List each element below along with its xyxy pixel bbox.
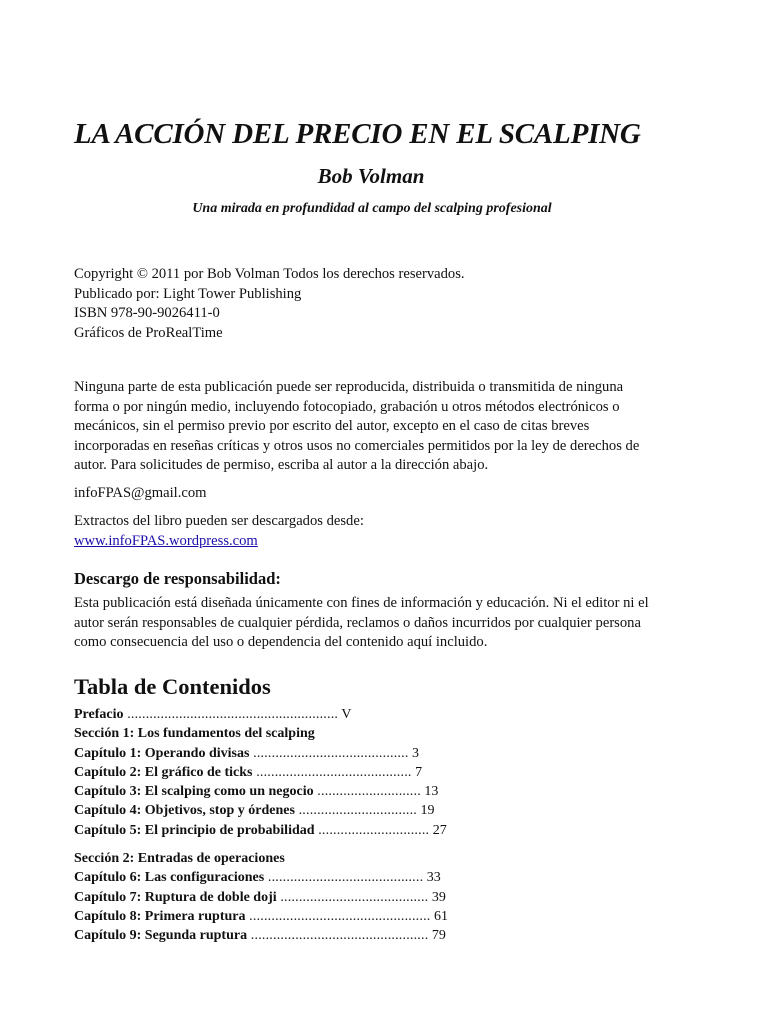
book-author: Bob Volman (317, 164, 425, 188)
toc-entry-chapter-1[interactable]: Capítulo 1: Operando divisas .......................................... 3 (74, 745, 420, 761)
graphics-credit-line: Gráficos de ProRealTime (74, 324, 223, 341)
contact-email-block (74, 484, 694, 504)
toc-heading: Tabla de Contenidos (74, 674, 271, 699)
disclaimer-line: Esta publicación está diseñada únicamente con fines de información y educación. Ni el editor ni el (74, 595, 649, 611)
book-title: LA ACCIÓN DEL PRECIO EN EL SCALPING (74, 118, 641, 150)
toc-entry-chapter-7[interactable]: Capítulo 7: Ruptura de doble doji ........................................ 39 (74, 889, 446, 905)
disclaimer-text (74, 594, 694, 653)
table-of-contents (74, 705, 694, 840)
table-of-contents-section-2 (74, 849, 694, 945)
publisher-line: Publicado por: Light Tower Publishing (74, 285, 302, 302)
copyright-line: Copyright © 2011 por Bob Volman Todos los derechos reservados. (74, 266, 465, 282)
toc-entry-chapter-2[interactable]: Capítulo 2: El gráfico de ticks .......................................... 7 (74, 764, 423, 780)
toc-entry-chapter-9[interactable]: Capítulo 9: Segunda ruptura ................................................ 79 (74, 928, 446, 944)
website-link[interactable]: www.infoFPAS.wordpress.com (74, 532, 258, 549)
downloads-block (74, 512, 694, 551)
rights-line: Ninguna parte de esta publicación puede ser reproducida, distribuida o transmitida de ninguna (74, 379, 624, 395)
toc-entry-chapter-6[interactable]: Capítulo 6: Las configuraciones .......................................... 33 (74, 870, 441, 886)
rights-line: mecánicos, sin el permiso previo por escrito del autor, excepto en el caso de citas breves (74, 418, 590, 434)
rights-line: incorporadas en reseñas críticas y otros usos no comerciales permitidos por la ley de derechos de (74, 437, 640, 454)
toc-entry-preface[interactable]: Prefacio ......................................................... V (74, 707, 352, 722)
toc-entry-chapter-4[interactable]: Capítulo 4: Objetivos, stop y órdenes ................................ 19 (74, 803, 435, 819)
toc-entry-chapter-5[interactable]: Capítulo 5: El principio de probabilidad .............................. 27 (74, 822, 447, 838)
disclaimer-line: como consecuencia del uso o dependencia del contenido aquí incluido. (74, 634, 488, 650)
toc-section-1[interactable]: Sección 1: Los fundamentos del scalping (74, 726, 315, 742)
book-subtitle: Una mirada en profundidad al campo del scalping profesional (192, 201, 552, 216)
copyright-block (74, 265, 694, 343)
rights-notice (74, 378, 694, 476)
toc-section-2[interactable]: Sección 2: Entradas de operaciones (74, 851, 285, 866)
toc-entry-chapter-8[interactable]: Capítulo 8: Primera ruptura ................................................. 61 (74, 908, 448, 924)
contact-email[interactable]: infoFPAS@gmail.com (74, 485, 207, 501)
toc-entry-chapter-3[interactable]: Capítulo 3: El scalping como un negocio ............................ 13 (74, 784, 439, 800)
downloads-text: Extractos del libro pueden ser descargados desde: (74, 513, 364, 529)
disclaimer-line: autor serán responsables de cualquier pérdida, reclamos o daños incurridos por cualquier persona (74, 614, 641, 631)
rights-line: forma o por ningún medio, incluyendo fotocopiado, grabación u otros métodos electrónicos o (74, 398, 620, 415)
rights-line: autor. Para solicitudes de permiso, escriba al autor a la dirección abajo. (74, 457, 489, 473)
disclaimer-heading: Descargo de responsabilidad: (74, 569, 281, 588)
isbn-line: ISBN 978-90-9026411-0 (74, 305, 220, 321)
